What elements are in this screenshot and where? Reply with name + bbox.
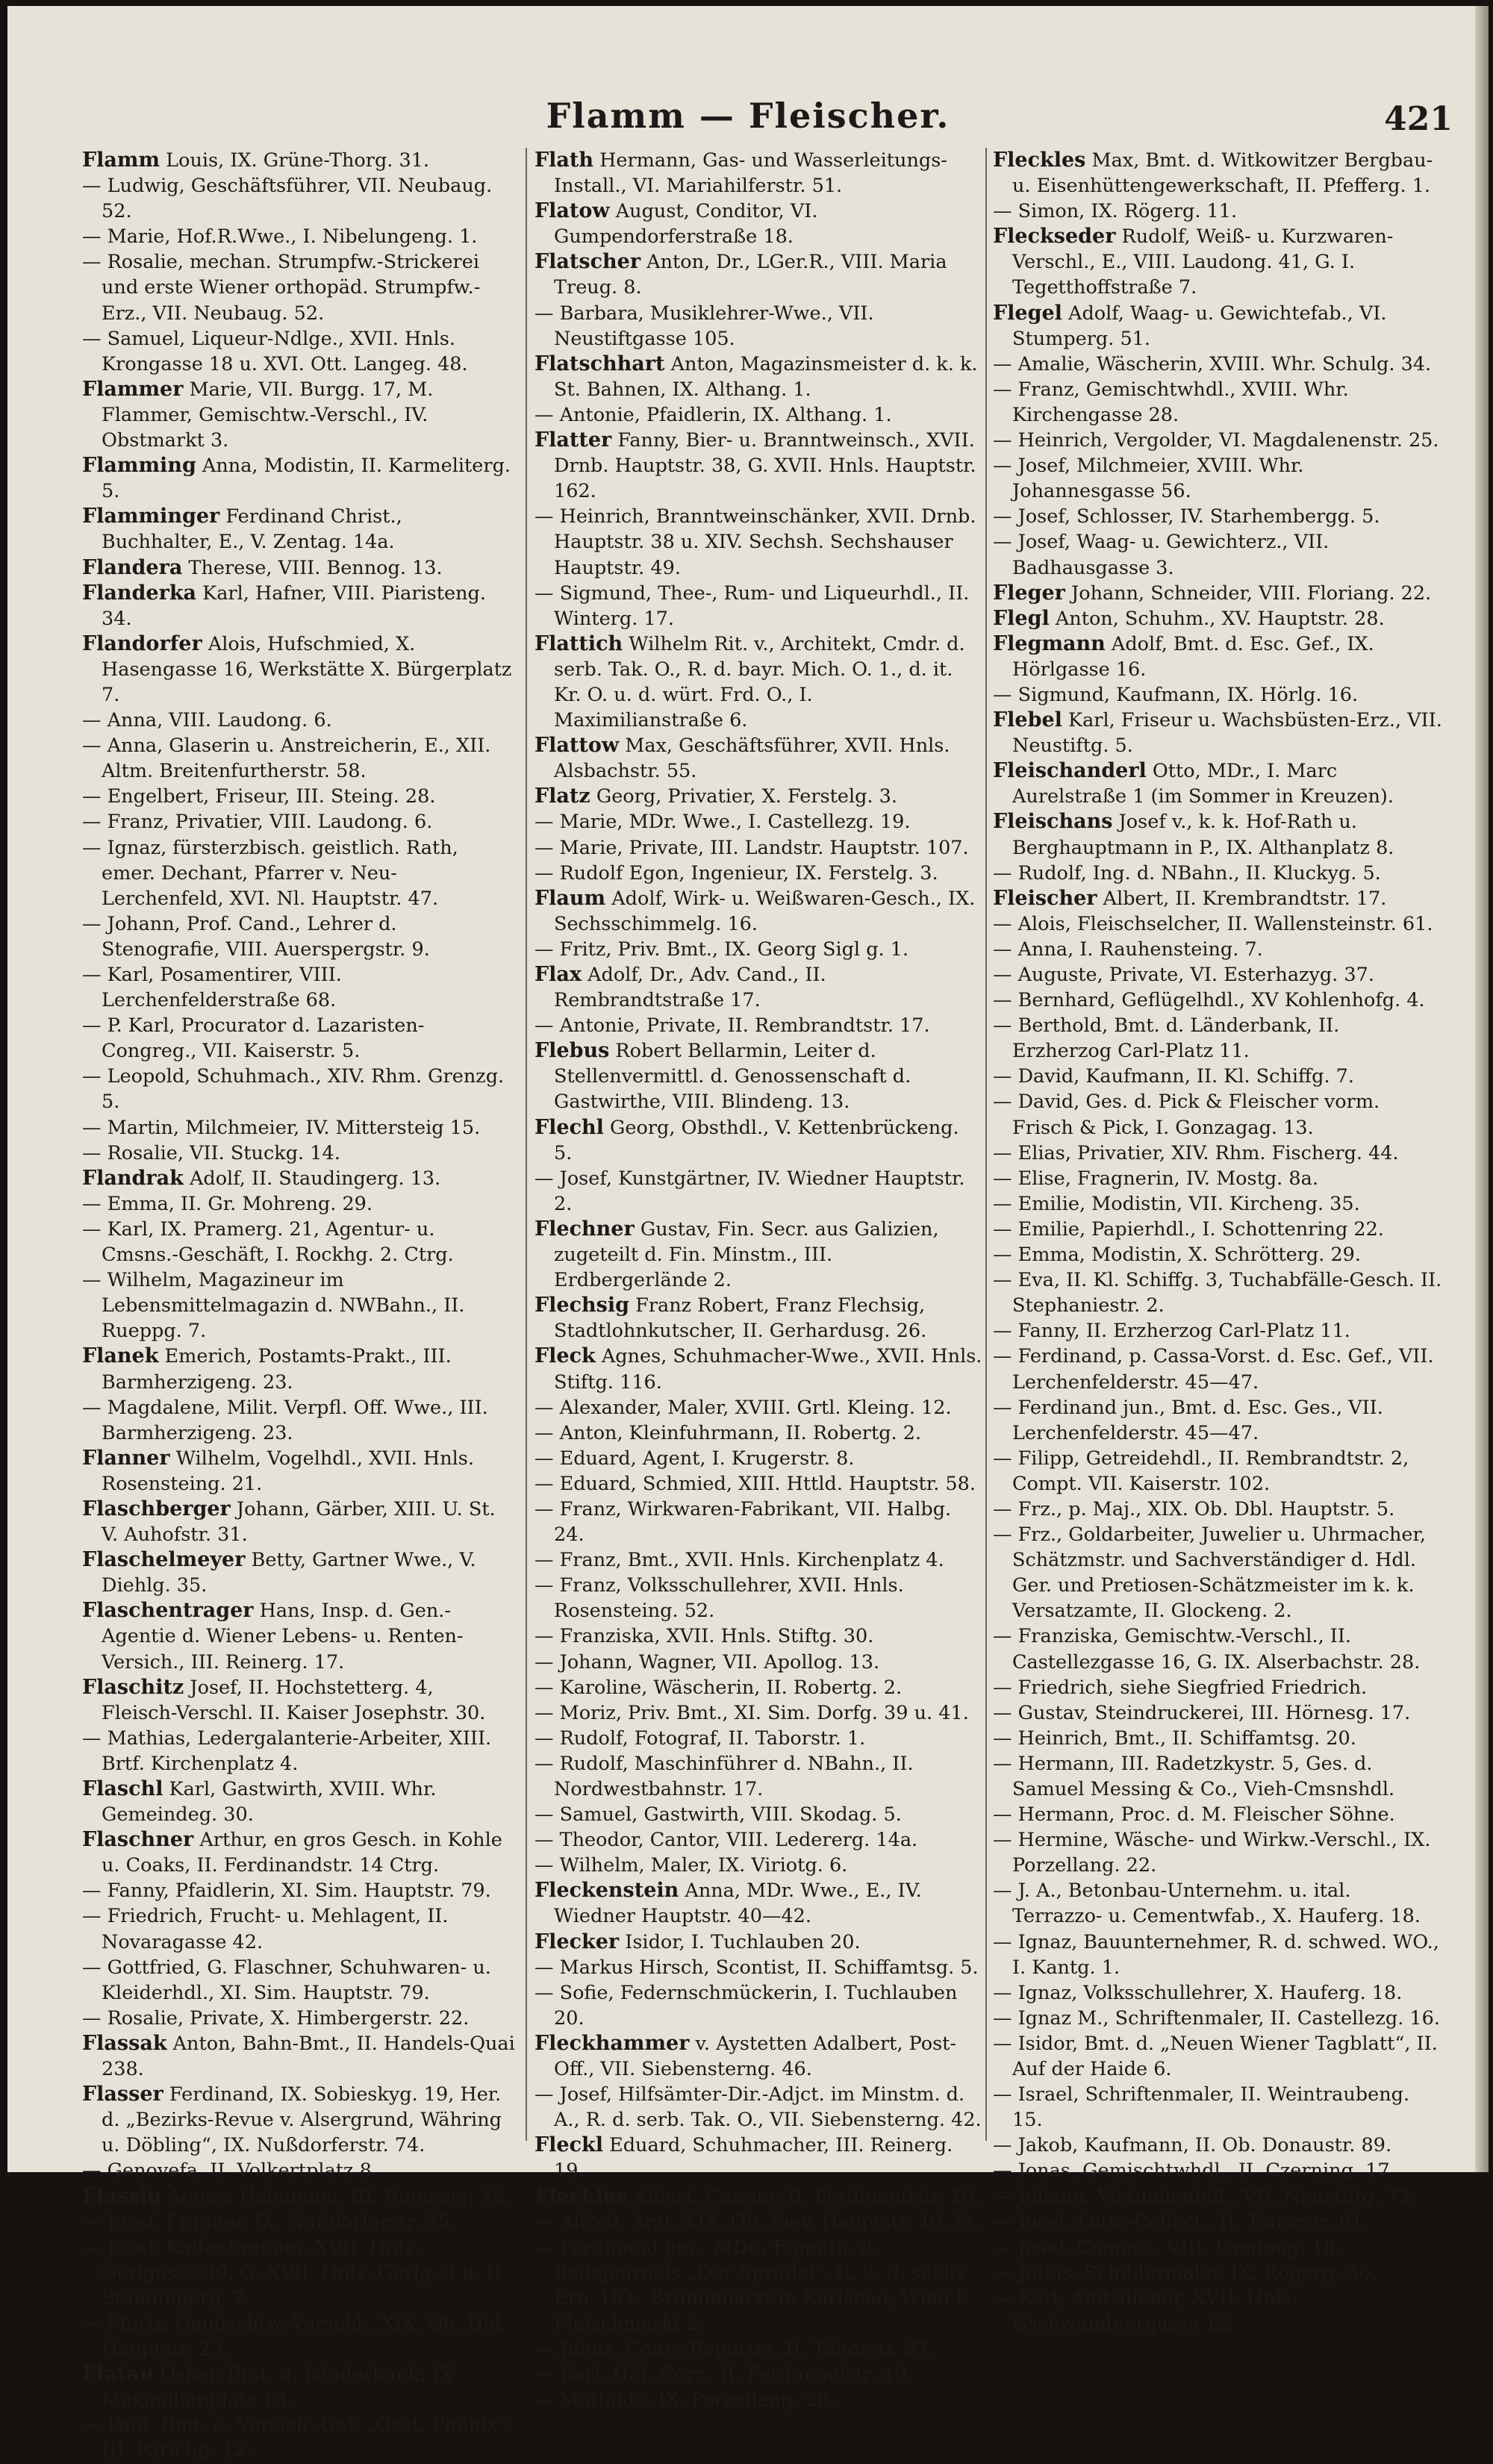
directory-entry: — Theodor, Cantor, VIII. Ledererg. 14a.: [534, 1829, 918, 1852]
directory-entry: — Marie, Private, III. Landstr. Hauptstr. 107.: [534, 836, 969, 859]
directory-entry: Flax Adolf, Dr., Adv. Cand., II. Rembrandtstraße 17.: [534, 963, 826, 1012]
directory-entry: — Jonas, Gemischtwhdl., II. Czerning. 17.: [993, 2159, 1396, 2183]
directory-entry: — Josef, Kaffeebrenner, XVII. Hnls. Gerlgasse 39, G. XVII. Hnls. Gerlg. 3 u. II. Staudingerg. 7.: [82, 2236, 508, 2309]
directory-entry: — Antonie, Private, II. Rembrandtstr. 17.: [534, 1014, 930, 1038]
directory-entry: — Franz, Gemischtwhdl., XVIII. Whr. Kirchengasse 28.: [993, 378, 1349, 426]
directory-entry: Flattich Wilhelm Rit. v., Architekt, Cmdr. d. serb. Tak. O., R. d. bayr. Mich. O. 1., d. it. Kr. O. u. d. würt. Frd. O., I. Maximilianstraße 6.: [534, 631, 965, 732]
page-edge-shadow: [1475, 6, 1489, 2172]
directory-entry: — J. A., Betonbau-Unternehm. u. ital. Terrazzo- u. Cementwfab., X. Hauferg. 18.: [993, 1880, 1421, 1928]
directory-entry: — Karoline, Wäscherin, II. Robertg. 2.: [534, 1676, 903, 1699]
column-divider: [985, 148, 987, 2141]
directory-entry: Flattow Max, Geschäftsführer, XVII. Hnls. Alsbachstr. 55.: [534, 734, 950, 783]
directory-entry: Fleischanderl Otto, MDr., I. Marc Aurelstraße 1 (im Sommer in Kreuzen).: [993, 759, 1394, 808]
directory-entry: Flechsig Franz Robert, Franz Flechsig, Stadtlohnkutscher, II. Gerhardusg. 26.: [534, 1294, 927, 1343]
directory-entry: — Fanny, Pfaidlerin, XI. Sim. Hauptstr. 79.: [82, 1880, 491, 1903]
directory-entry: — Magdalene, Milit. Verpfl. Off. Wwe., III. Barmherzigeng. 23.: [82, 1396, 488, 1444]
directory-entry: — Rosalie, Private, X. Himbergerstr. 22.: [82, 2006, 470, 2030]
directory-entry: — Jakob, Kaufmann, II. Ob. Donaustr. 89.: [993, 2134, 1392, 2157]
directory-entry: Flammer Marie, VII. Burgg. 17, M. Flammer, Gemischtw.-Verschl., IV. Obstmarkt 3.: [82, 377, 434, 452]
directory-entry: — Berthold, Bmt. d. Länderbank, II. Erzherzog Carl-Platz 11.: [993, 1014, 1340, 1063]
directory-entry: Flebel Karl, Friseur u. Wachsbüsten-Erz., VII. Neustiftg. 5.: [993, 708, 1442, 758]
directory-entry: — Ferdinand, p. Cassa-Vorst. d. Esc. Gef., VII. Lerchenfelderstr. 45—47.: [993, 1345, 1434, 1394]
directory-entry: — Johann, Prof. Cand., Lehrer d. Stenografie, VIII. Auerspergstr. 9.: [82, 912, 430, 961]
directory-entry: — Ferdinand jun., MDr., Eigenth. d. Badejournals „Der Sprudel“, R. 2. d. sächs. Ern. HO., Brunnenarzt in Karlsbad, Wien I. Fleischmarkt 2.: [534, 2236, 972, 2335]
directory-entry: — Alfred, Arzt, XIX. Ob. Siev. Hauptstr. 40. St.: [534, 2210, 982, 2233]
directory-entry: — Ludwig, Geschäftsführer, VII. Neubaug. 52.: [82, 175, 493, 223]
directory-entry: — Franz, Bmt., XVII. Hnls. Kirchenplatz 4.: [534, 1549, 944, 1572]
directory-entry: — Karl, Amtsdiener, XVII. Hnls. Gschwandnergasse 12.: [993, 2286, 1297, 2335]
directory-entry: — Eduard, Agent, I. Krugerstr. 8.: [534, 1447, 855, 1470]
directory-entry: — Israel, Schriftenmaler, II. Weintraubeng. 15.: [993, 2083, 1410, 2132]
directory-entry: — Johann, Victualienhdl., VII. Neustiftg. 73.: [993, 2185, 1418, 2208]
directory-entry: Flath Hermann, Gas- und Wasserleitungs-Install., VI. Mariahilferstr. 51.: [534, 149, 947, 198]
directory-entry: Flechl Georg, Obsthdl., V. Kettenbrückeng. 5.: [534, 1115, 959, 1164]
directory-entry: — Markus Hirsch, Scontist, II. Schiffamtsg. 5.: [534, 1956, 979, 1979]
directory-entry: — Rudolf, Ing. d. NBahn., II. Kluckyg. 5.: [993, 861, 1381, 885]
directory-entry: — Elias, Privatier, XIV. Rhm. Fischerg. 44.: [993, 1141, 1399, 1164]
directory-entry: — Eva, II. Kl. Schiffg. 3, Tuchabfälle-Gesch. II. Stephaniestr. 2.: [993, 1269, 1442, 1317]
directory-column-1: [82, 148, 515, 2463]
directory-entry: — Ignaz, Bauunternehmer, R. d. schwed. WO., I. Kantg. 1.: [993, 1930, 1439, 1979]
directory-entry: — Franziska, Gemischtw.-Verschl., II. Castellezgasse 16, G. IX. Alserbachstr. 28.: [993, 1625, 1421, 1674]
directory-entry: Flanek Emerich, Postamts-Prakt., III. Barmherzigeng. 23.: [82, 1344, 452, 1394]
directory-entry: Fleckles Max, Bmt. d. Witkowitzer Bergbau- u. Eisenhüttengewerkschaft, II. Pfefferg. 1.: [993, 149, 1433, 198]
directory-entry: — Rudolf, Maschinführer d. NBahn., II. Nordwestbahnstr. 17.: [534, 1752, 914, 1800]
directory-entry: Fleck Agnes, Schuhmacher-Wwe., XVII. Hnls. Stiftg. 116.: [534, 1344, 982, 1394]
column-divider: [526, 148, 527, 2141]
directory-entry: — Eduard, Schmied, XIII. Httld. Hauptstr. 58.: [534, 1472, 976, 1495]
directory-entry: — Sigmund, Thee-, Rum- und Liqueurhdl., II. Winterg. 17.: [534, 581, 970, 630]
directory-entry: Flatter Fanny, Bier- u. Branntweinsch., XVII. Drnb. Hauptstr. 38, G. XVII. Hnls. Hauptstr. 162.: [534, 428, 976, 503]
directory-entry: Flatau Oskar, Bmt. d. Länderbank, IX. Maximilianplatz 13.: [82, 2362, 459, 2412]
directory-entry: Fleischer Albert, II. Krembrandtstr. 17.: [993, 886, 1387, 910]
directory-entry: Flamming Anna, Modistin, II. Karmeliterg. 5.: [82, 454, 511, 503]
directory-entry: — Wilhelm, Magazineur im Lebensmittelmagazin d. NWBahn., II. Rueppg. 7.: [82, 1269, 465, 1343]
directory-entry: Flaschberger Johann, Gärber, XIII. U. St. V. Auhofstr. 31.: [82, 1497, 496, 1547]
directory-entry: — Ferdinand jun., Bmt. d. Esc. Ges., VII. Lerchenfelderstr. 45—47.: [993, 1396, 1383, 1444]
directory-entry: — Ignaz, fürsterzbisch. geistlich. Rath, emer. Dechant, Pfarrer v. Neu-Lerchenfeld, XVI. Nl. Hauptstr. 47.: [82, 836, 458, 910]
directory-entry: Fleger Johann, Schneider, VIII. Floriang. 22.: [993, 581, 1432, 605]
directory-entry: — Samuel, Gastwirth, VIII. Skodag. 5.: [534, 1803, 902, 1827]
directory-entry: — Sofie, Federnschmückerin, I. Tuchlauben 20.: [534, 1981, 958, 2030]
directory-entry: — Emilie, Modistin, VII. Kircheng. 35.: [993, 1192, 1360, 1215]
directory-entry: Flaschelmeyer Betty, Gartner Wwe., V. Diehlg. 35.: [82, 1548, 476, 1597]
directory-entry: Fleckseder Rudolf, Weiß- u. Kurzwaren-Verschl., E., VIII. Laudong. 41, G. I. Tegetthoffstraße 7.: [993, 225, 1394, 299]
directory-entry: Fleckl Eduard, Schuhmacher, III. Reinerg. 19.: [534, 2133, 953, 2183]
directory-entry: Flamminger Ferdinand Christ., Buchhalter, E., V. Zentag. 14a.: [82, 505, 402, 554]
directory-entry: — Elise, Fragnerin, IV. Mostg. 8a.: [993, 1167, 1318, 1190]
directory-entry: — Genovefa, II. Volkertplatz 8.: [82, 2159, 378, 2183]
directory-entry: — Mathias, Ledergalanterie-Arbeiter, XIII. Brtf. Kirchenplatz 4.: [82, 1727, 492, 1775]
directory-entry: — Rosalie, mechan. Strumpfw.-Strickerei und erste Wiener orthopäd. Strumpfw.-Erz., VII. Neubaug. 52.: [82, 251, 481, 325]
directory-entry: — Josef, Kunstgärtner, IV. Wiedner Hauptstr. 2.: [534, 1167, 965, 1215]
directory-entry: Flandera Therese, VIII. Bennog. 13.: [82, 555, 443, 579]
directory-entry: — Antonie, Pfaidlerin, IX. Althang. 1.: [534, 403, 892, 426]
directory-entry: — Josef, Fragner, IX. Nußdorferstr. 35.: [82, 2210, 456, 2233]
directory-entry: Flegl Anton, Schuhm., XV. Hauptstr. 28.: [993, 606, 1385, 630]
directory-entry: — Josef, Hilfsämter-Dir.-Adjct. im Minstm. d. A., R. d. serb. Tak. O., VII. Siebensterng. 42.: [534, 2083, 982, 2132]
directory-entry: — Franziska, XVII. Hnls. Stiftg. 30.: [534, 1625, 874, 1648]
directory-entry: — Sigmund, Kaufmann, IX. Hörlg. 16.: [993, 683, 1359, 706]
directory-entry: Flaum Adolf, Wirk- u. Weißwaren-Gesch., IX. Sechsschimmelg. 16.: [534, 886, 976, 935]
directory-entry: Flatz Georg, Privatier, X. Ferstelg. 3.: [534, 785, 897, 808]
directory-entry: Flebus Robert Bellarmin, Leiter d. Stellenvermittl. d. Genossenschaft d. Gastwirthe, VIII. Blindeng. 13.: [534, 1039, 911, 1114]
directory-entry: — Filipp, Getreidehdl., II. Rembrandtstr. 2, Compt. VII. Kaiserstr. 102.: [993, 1447, 1409, 1495]
directory-entry: — Leopold, Schuhmach., XIV. Rhm. Grenzg. 5.: [82, 1065, 505, 1114]
directory-entry: — Josef, Lotto-Collect., II. Taborstr. 61.: [993, 2210, 1369, 2233]
directory-entry: Flaschentrager Hans, Insp. d. Gen.-Agentie d. Wiener Lebens- u. Renten-Versich., III. Reinerg. 17.: [82, 1599, 464, 1674]
directory-entry: Flasser Ferdinand, IX. Sobieskyg. 19, Her. d. „Bezirks-Revue v. Alsergrund, Währing u. Döbling“, IX. Nußdorferstr. 74.: [82, 2083, 502, 2157]
directory-entry: Fleckles Albert, Cassier, II. Ferdinandstr. 19.: [534, 2184, 981, 2208]
directory-entry: Flegel Adolf, Waag- u. Gewichtefab., VI. Stumperg. 51.: [993, 301, 1387, 350]
directory-entry: — Emma, II. Gr. Mohreng. 29.: [82, 1192, 373, 1215]
directory-entry: Flandorfer Alois, Hufschmied, X. Hasengasse 16, Werkstätte X. Bürgerplatz 7.: [82, 631, 512, 706]
directory-entry: — Heinrich, Vergolder, VI. Magdalenenstr. 25.: [993, 429, 1439, 452]
directory-entry: — Karl, Hdl. Corr., II. Ferdinandstr. 19.: [534, 2363, 913, 2386]
directory-entry: — Franz, Wirkwaren-Fabrikant, VII. Halbg. 24.: [534, 1497, 952, 1547]
directory-entry: — Ignaz, Volksschullehrer, X. Hauferg. 18.: [993, 1981, 1403, 2004]
directory-entry: — Gustav, Steindruckerei, III. Hörnesg. 17.: [993, 1701, 1411, 1724]
directory-entry: — Friedrich, siehe Siegfried Friedrich.: [993, 1676, 1368, 1699]
directory-entry: Flatscher Anton, Dr., LGer.R., VIII. Maria Treug. 8.: [534, 250, 947, 299]
directory-entry: — Martin, Milchmeier, IV. Mittersteig 15.: [82, 1116, 481, 1139]
directory-entry: Flassig Agnes, Hebamme, III. Rennweg 46.: [82, 2184, 511, 2208]
directory-entry: Flatschhart Anton, Magazinsmeister d. k. k. St. Bahnen, IX. Althang. 1.: [534, 352, 978, 401]
directory-entry: — Emma, Modistin, X. Schrötterg. 29.: [993, 1244, 1362, 1267]
directory-entry: — Fanny, II. Erzherzog Carl-Platz 11.: [993, 1320, 1350, 1343]
directory-entry: — Josef, Waag- u. Gewichterz., VII. Badhausgasse 3.: [993, 531, 1330, 579]
directory-entry: Flaschl Karl, Gastwirth, XVIII. Whr. Gemeindeg. 30.: [82, 1777, 437, 1827]
directory-entry: Flanner Wilhelm, Vogelhdl., XVII. Hnls. Rosensteing. 21.: [82, 1446, 474, 1495]
directory-entry: Fleckenstein Anna, MDr. Wwe., E., IV. Wiedner Hauptstr. 40—42.: [534, 1879, 922, 1928]
directory-entry: — Hermann, III. Radetzkystr. 5, Ges. d. Samuel Messing & Co., Vieh-Cmsnshdl.: [993, 1752, 1395, 1800]
directory-entry: — Marie, MDr. Wwe., I. Castellezg. 19.: [534, 811, 911, 834]
directory-entry: Flandrak Adolf, II. Staudingerg. 13.: [82, 1166, 441, 1190]
directory-entry: Fleckhammer v. Aystetten Adalbert, Post-Off., VII. Siebensterng. 46.: [534, 2031, 957, 2081]
page-number: 421: [1384, 100, 1453, 138]
directory-entry: — Fritz, Priv. Bmt., IX. Georg Sigl g. 1.: [534, 938, 909, 961]
page-title: Flamm — Fleischer.: [546, 96, 950, 136]
directory-entry: — Julius, Cours-Reporter, II. Taborstr. 27.: [534, 2338, 935, 2361]
directory-entry: — David, Ges. d. Pick & Fleischer vorm. Frisch & Pick, I. Gonzagag. 13.: [993, 1091, 1380, 1139]
directory-entry: — Moriz, Priv. Bmt., XI. Sim. Dorfg. 39 u. 41.: [534, 1701, 969, 1724]
directory-entry: — Mathilde, IX. Porzellang. 26.: [534, 2389, 836, 2412]
directory-entry: — David, Kaufmann, II. Kl. Schiffg. 7.: [993, 1065, 1354, 1088]
directory-entry: — Karl, Posamentirer, VIII. Lerchenfelderstraße 68.: [82, 964, 342, 1012]
directory-entry: Flaschitz Josef, II. Hochstetterg. 4, Fleisch-Verschl. II. Kaiser Josephstr. 30.: [82, 1675, 486, 1724]
directory-entry: Flegmann Adolf, Bmt. d. Esc. Gef., IX. Hörlgasse 16.: [993, 631, 1374, 681]
directory-column-2: [534, 148, 982, 2412]
directory-entry: — Wilhelm, Maler, IX. Viriotg. 6.: [534, 1854, 848, 1877]
directory-entry: — Amalie, Wäscherin, XVIII. Whr. Schulg. 34.: [993, 352, 1432, 375]
directory-entry: Flechner Gustav, Fin. Secr. aus Galizien, zugeteilt d. Fin. Minstm., III. Erdbergerlände 2.: [534, 1217, 939, 1292]
directory-entry: — Hermine, Wäsche- und Wirkw.-Verschl., IX. Porzellang. 22.: [993, 1829, 1431, 1877]
directory-entry: — Engelbert, Friseur, III. Steing. 28.: [82, 785, 436, 808]
directory-entry: — Franz, Volksschullehrer, XVII. Hnls. Rosensteing. 52.: [534, 1574, 904, 1623]
directory-entry: — Frz., Goldarbeiter, Juwelier u. Uhrmacher, Schätzmstr. und Sachverständiger d. Hdl. Ger. und Pretiosen-Schätzmeister im k. k. Versatzamte, II. Glockeng. 2.: [993, 1523, 1427, 1623]
directory-entry: — Franz, Privatier, VIII. Laudong. 6.: [82, 811, 433, 834]
directory-entry: — P. Karl, Procurator d. Lazaristen-Congreg., VII. Kaiserstr. 5.: [82, 1014, 425, 1063]
directory-entry: — Isidor, Bmt. d. „Neuen Wiener Tagblatt“, II. Auf der Haide 6.: [993, 2032, 1438, 2081]
directory-entry: — Heinrich, Bmt., II. Schiffamtsg. 20.: [993, 1727, 1356, 1750]
directory-entry: — Simon, IX. Rögerg. 11.: [993, 200, 1238, 223]
directory-entry: — Johann, Wagner, VII. Apollog. 13.: [534, 1650, 880, 1674]
directory-page: [7, 6, 1489, 2463]
directory-entry: — Emilie, Papierhdl., I. Schottenring 22.: [993, 1217, 1384, 1241]
directory-entry: — Heinrich, Branntweinschänker, XVII. Drnb. Hauptstr. 38 u. XIV. Sechsh. Sechshauser Hauptstr. 49.: [534, 505, 976, 579]
directory-entry: — Hermann, Proc. d. M. Fleischer Söhne.: [993, 1803, 1395, 1827]
directory-column-3: [993, 148, 1444, 2335]
directory-entry: Flaschner Arthur, en gros Gesch. in Kohle u. Coaks, II. Ferdinandstr. 14 Ctrg.: [82, 1828, 502, 1877]
directory-entry: — Anna, I. Rauhensteing. 7.: [993, 938, 1263, 961]
directory-entry: Fleischans Josef v., k. k. Hof-Rath u. Berghauptmann in P., IX. Althanplatz 8.: [993, 810, 1394, 859]
directory-entry: — Anna, Glaserin u. Anstreicherin, E., XII. Altm. Breitenfurtherstr. 58.: [82, 734, 491, 783]
directory-entry: Flanderka Karl, Hafner, VIII. Piaristeng. 34.: [82, 581, 486, 630]
directory-entry: Flecker Isidor, I. Tuchlauben 20.: [534, 1930, 861, 1953]
directory-entry: — Friedrich, Frucht- u. Mehlagent, II. Novaragasse 42.: [82, 1905, 449, 1953]
directory-entry: — Moriz, Gemischtw.-Verschl., XIX. Ob. Dbl. Hauptstr. 23.: [82, 2312, 508, 2361]
directory-entry: — Barbara, Musiklehrer-Wwe., VII. Neustiftgasse 105.: [534, 302, 874, 350]
directory-entry: — Josef, Milchmeier, XVIII. Whr. Johannesgasse 56.: [993, 455, 1304, 503]
directory-entry: — Josef, Schlosser, IV. Starhembergg. 5.: [993, 505, 1380, 528]
directory-entry: — Josef, Commis, VIII. Laudong. 18.: [993, 2236, 1342, 2259]
directory-entry: — Ignaz M., Schriftenmaler, II. Castellezg. 16.: [993, 2006, 1440, 2030]
directory-entry: — Gottfried, G. Flaschner, Schuhwaren- u. Kleiderhdl., XI. Sim. Hauptstr. 79.: [82, 1956, 491, 2004]
directory-entry: — Paul, Bmt. d. Versich.-Gef. „Oest. Phönix“, III. Parichg. 12.: [82, 2414, 514, 2463]
directory-entry: — Anna, VIII. Laudong. 6.: [82, 709, 332, 732]
directory-entry: — Samuel, Liqueur-Ndlge., XVII. Hnls. Krongasse 18 u. XVI. Ott. Langeg. 48.: [82, 327, 468, 375]
directory-entry: — Rosalie, VII. Stuckg. 14.: [82, 1141, 340, 1164]
directory-entry: — Rudolf Egon, Ingenieur, IX. Ferstelg. 3.: [534, 861, 938, 885]
directory-entry: — Frz., p. Maj., XIX. Ob. Dbl. Hauptstr. 5.: [993, 1497, 1395, 1520]
directory-entry: — Rudolf, Fotograf, II. Taborstr. 1.: [534, 1727, 866, 1750]
directory-entry: — Anton, Kleinfuhrmann, II. Robertg. 2.: [534, 1421, 922, 1444]
directory-entry: — Karl, IX. Pramerg. 21, Agentur- u. Cmsns.-Geschäft, I. Rockhg. 2. Ctrg.: [82, 1217, 454, 1267]
directory-entry: — Marie, Hof.R.Wwe., I. Nibelungeng. 1.: [82, 225, 478, 249]
directory-entry: — Julius, Schildermaler, IX. Rögerg. 36.: [993, 2261, 1377, 2284]
directory-entry: Flatow August, Conditor, VI. Gumpendorferstraße 18.: [534, 199, 818, 249]
directory-entry: — Alois, Fleischselcher, II. Wallensteinstr. 61.: [993, 912, 1433, 935]
directory-entry: — Alexander, Maler, XVIII. Grtl. Kleing. 12.: [534, 1396, 952, 1419]
directory-entry: — Bernhard, Geflügelhdl., XV Kohlenhofg. 4.: [993, 989, 1425, 1012]
directory-entry: — Auguste, Private, VI. Esterhazyg. 37.: [993, 964, 1374, 986]
directory-entry: Flassak Anton, Bahn-Bmt., II. Handels-Quai 238.: [82, 2031, 515, 2081]
directory-entry: Flamm Louis, IX. Grüne-Thorg. 31.: [82, 149, 430, 172]
